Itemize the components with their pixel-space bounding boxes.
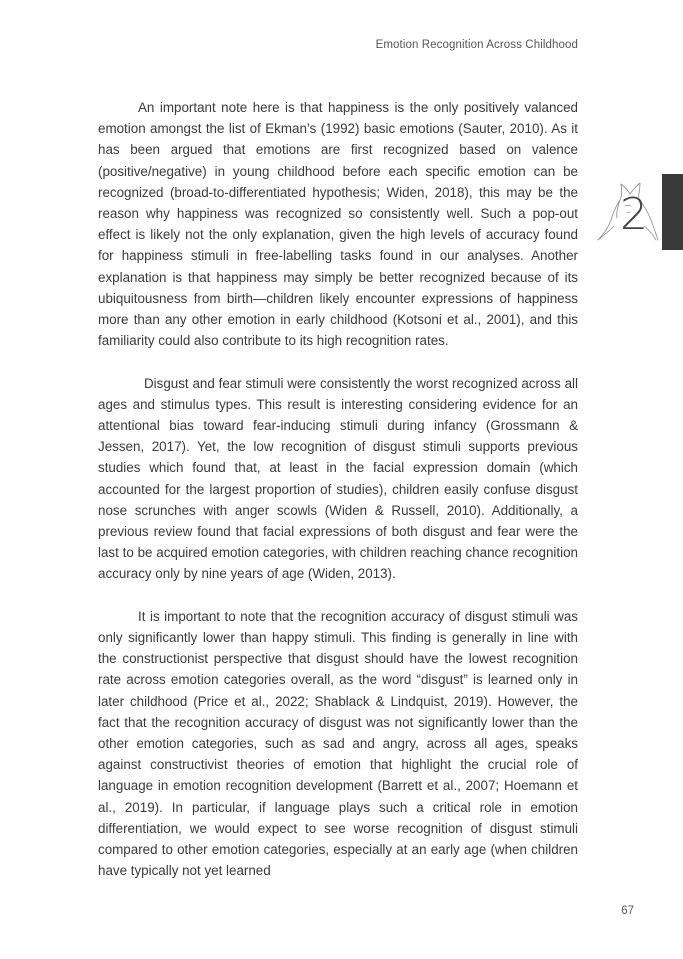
chapter-tab — [662, 174, 683, 250]
page-number: 67 — [621, 905, 634, 917]
chapter-number: 2 — [620, 189, 648, 240]
paragraph: Disgust and fear stimuli were consistently the worst recognized across all ages and stimulus types. This result is interesting considering evidence for an attentional bias toward fear-inducing stimuli during infancy (Grossmann & Jessen, 2017). Yet, the low recognition of disgust stimuli supports previous studies which found that, at least in the facial expression domain (which accounted for the largest proportion of studies), children easily confuse disgust nose scrunches with anger scowls (Widen & Russell, 2010). Additionally, a previous review found that facial expressions of both disgust and fear were the last to be acquired emotion categories, with children reaching chance recognition accuracy only by nine years of age (Widen, 2013). — [98, 375, 578, 582]
running-header: Emotion Recognition Across Childhood — [375, 39, 578, 51]
paragraph: An important note here is that happiness is the only positively valanced emotion amongst the list of Ekman’s (1992) basic emotions (Sauter, 2010). As it has been argued that emotions are first recognized based on valence (positive/negative) in young childhood before each specific emotion can be recognized (broad-to-differentiated hypothesis; Widen, 2018), this may be the reason why happiness was recognized so consistently well. Such a pop-out effect is likely not the only explanation, given the high levels of accuracy found for happiness stimuli in free-labelling tasks found in our analyses. Another explanation is that happiness may simply be better recognized because of its ubiquitousness from birth—children likely encounter expressions of happiness more than any other emotion in early childhood (Kotsoni et al., 2001), and this familiarity could also contribute to its high recognition rates. — [98, 100, 578, 349]
body-text — [98, 97, 578, 881]
paragraph: It is important to note that the recognition accuracy of disgust stimuli was only significantly lower than happy stimuli. This finding is generally in line with the constructionist perspective that disgust should have the lowest recognition rate across emotion categories overall, as the word “disgust” is learned only in later childhood (Price et al., 2022; Shablack & Lindquist, 2019). However, the fact that the recognition accuracy of disgust was not significantly lower than the other emotion categories, such as sad and angry, across all ages, speaks against constructivist theories of emotion that highlight the crucial role of language in emotion recognition development (Barrett et al., 2007; Hoemann et al., 2019). In particular, if language plays such a critical role in emotion differentiation, we would expect to see worse recognition of disgust stimuli compared to other emotion categories, especially at an early age (when children have typically not yet learned — [98, 608, 578, 879]
